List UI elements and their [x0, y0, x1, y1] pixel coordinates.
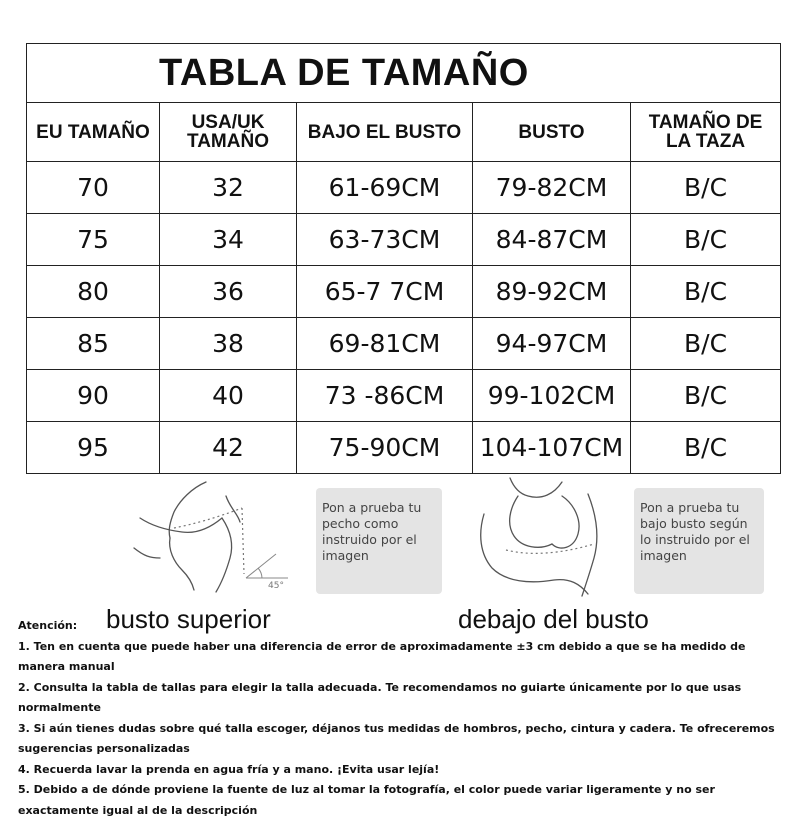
table-row — [27, 214, 781, 266]
cell-bust: 84-87CM — [473, 214, 631, 266]
cell-underbust: 61-69CM — [297, 162, 473, 214]
attention-notes — [18, 616, 794, 821]
cell-eu: 80 — [27, 266, 160, 318]
note-item: 4. Recuerda lavar la prenda en agua fría y a mano. ¡Evita usar lejía! — [18, 762, 440, 776]
size-chart-table — [26, 43, 781, 474]
cell-bust: 94-97CM — [473, 318, 631, 370]
cell-cup: B/C — [631, 370, 781, 422]
cell-usa-uk: 34 — [160, 214, 297, 266]
note-item: 3. Si aún tienes dudas sobre qué talla escoger, déjanos tus medidas de hombros, pecho, cintura y cadera. Te ofreceremos sugerencias personalizadas — [18, 721, 775, 755]
cell-cup: B/C — [631, 162, 781, 214]
header-row — [27, 103, 781, 162]
table-title: TABLA DE TAMAÑO — [159, 51, 529, 94]
cell-cup: B/C — [631, 266, 781, 318]
cell-usa-uk: 40 — [160, 370, 297, 422]
cell-underbust: 75-90CM — [297, 422, 473, 474]
upper-bust-caption: busto superior — [106, 604, 271, 634]
angle-label: 45° — [268, 581, 284, 591]
header-bust: BUSTO — [473, 103, 631, 162]
title-cell — [27, 44, 781, 103]
header-usa-uk-size: USA/UK TAMAÑO — [160, 103, 297, 162]
cell-bust: 99-102CM — [473, 370, 631, 422]
upper-bust-illustration — [130, 478, 310, 598]
upper-bust-instruction-text: Pon a prueba tu pecho como instruido por el imagen — [322, 500, 422, 563]
table-row — [27, 422, 781, 474]
notes-heading: Atención: — [18, 619, 78, 632]
cell-underbust: 69-81CM — [297, 318, 473, 370]
cell-cup: B/C — [631, 318, 781, 370]
cell-underbust: 73 -86CM — [297, 370, 473, 422]
table-row — [27, 266, 781, 318]
table-row — [27, 162, 781, 214]
note-item: 5. Debido a de dónde proviene la fuente de luz al tomar la fotografía, el color puede variar ligeramente y no ser exactamente igual al de la descripción — [18, 783, 715, 817]
note-item: 1. Ten en cuenta que puede haber una diferencia de error de aproximadamente ±3 cm debido a que se ha medido de manera manual — [18, 639, 746, 673]
header-eu-size: EU TAMAÑO — [27, 103, 160, 162]
under-bust-illustration — [470, 474, 630, 600]
cell-underbust: 65-7 7CM — [297, 266, 473, 318]
under-bust-instruction-text: Pon a prueba tu bajo busto según lo instruido por el imagen — [640, 500, 750, 563]
cell-eu: 85 — [27, 318, 160, 370]
cell-usa-uk: 42 — [160, 422, 297, 474]
cell-usa-uk: 36 — [160, 266, 297, 318]
cell-eu: 95 — [27, 422, 160, 474]
cell-usa-uk: 38 — [160, 318, 297, 370]
header-cup-size: TAMAÑO DE LA TAZA — [631, 103, 781, 162]
cell-underbust: 63-73CM — [297, 214, 473, 266]
table-row — [27, 370, 781, 422]
under-bust-caption: debajo del busto — [458, 604, 649, 634]
cell-eu: 70 — [27, 162, 160, 214]
cell-bust: 104-107CM — [473, 422, 631, 474]
table-row — [27, 318, 781, 370]
cell-cup: B/C — [631, 422, 781, 474]
cell-bust: 89-92CM — [473, 266, 631, 318]
cell-eu: 75 — [27, 214, 160, 266]
cell-usa-uk: 32 — [160, 162, 297, 214]
cell-eu: 90 — [27, 370, 160, 422]
cell-cup: B/C — [631, 214, 781, 266]
note-item: 2. Consulta la tabla de tallas para elegir la talla adecuada. Te recomendamos no guiarte únicamente por lo que usas normalmente — [18, 680, 742, 714]
header-underbust: BAJO EL BUSTO — [297, 103, 473, 162]
cell-bust: 79-82CM — [473, 162, 631, 214]
under-bust-instruction-card — [634, 488, 764, 594]
upper-bust-instruction-card — [316, 488, 442, 594]
